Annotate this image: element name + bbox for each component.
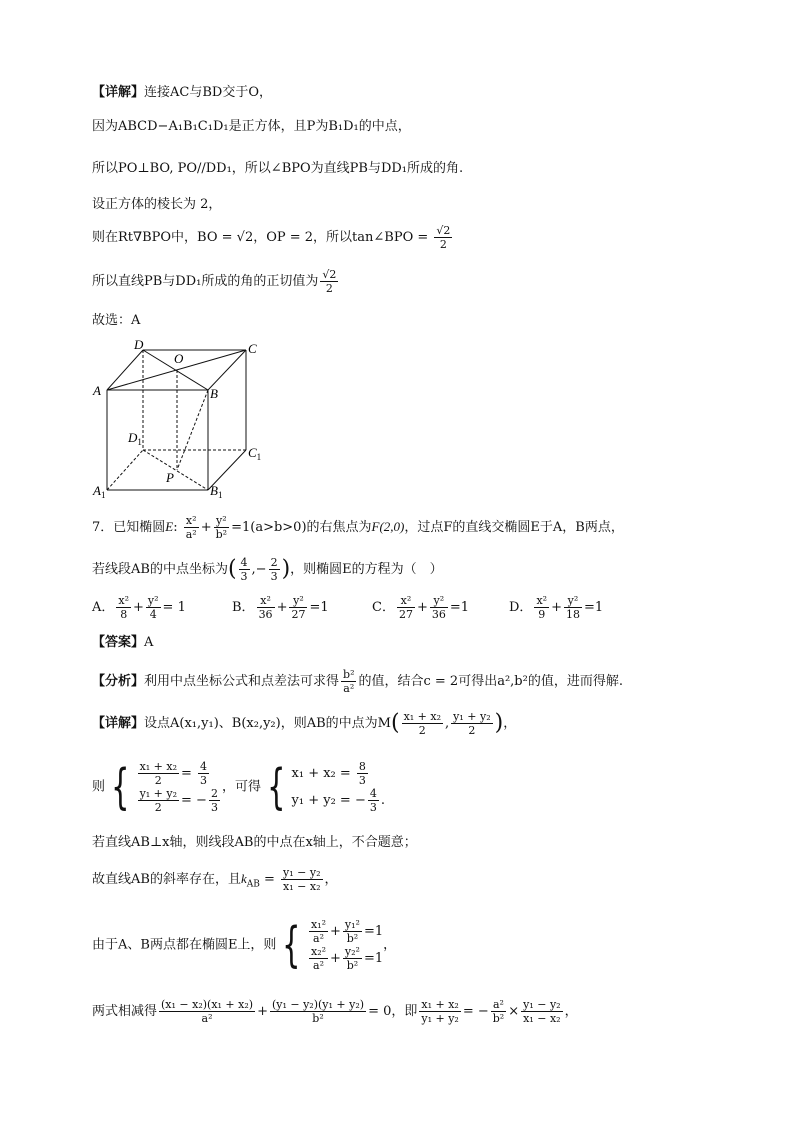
- option-label: D．: [509, 600, 533, 615]
- analysis-frac: $\frac{\text{b²}}{\text{a²}}$: [343, 668, 355, 695]
- detail7-line3: 若直线AB⊥x轴，则线段AB的中点在x轴上，不合题意；: [92, 835, 417, 850]
- option-label: A．: [92, 600, 115, 615]
- opt-frac: $\frac{\text{x²}}{36}$: [258, 594, 273, 621]
- opt-frac: $\frac{\text{x²}}{8}$: [118, 594, 130, 621]
- tan-frac-num: √2: [436, 224, 451, 237]
- mid-y: $\frac{2}{3}$: [270, 556, 278, 583]
- slope-k: k: [240, 871, 247, 886]
- my-frac: $\frac{\text{y₁ + y₂}}{2}$: [453, 710, 491, 737]
- q7-line2: 若线段AB的中点坐标为( $\frac{4}{3}$ ,− $\frac{2}{3}$ )，则椭圆E的方程为（ ）: [92, 556, 443, 583]
- detail7-line4: 故直线AB的斜率存在，且$k_{AB}$ = $\frac{\text{y₁ − y₂}}{\text{x₁ − x₂}}$ ，: [92, 866, 338, 893]
- cube-diagram: [88, 330, 278, 505]
- solution6-line7: 故选：A: [92, 313, 141, 328]
- tan-frac-den: 2: [439, 238, 447, 251]
- answer-value: A: [144, 635, 154, 650]
- q7-line2-pre: 若线段AB的中点坐标为: [92, 562, 228, 577]
- label-D1: $D_1$: [128, 430, 142, 447]
- eq-x-frac: $\frac{\text{x²}}{\text{a²}}$: [185, 514, 197, 541]
- q7-mid1: 的右焦点为: [306, 520, 372, 535]
- analysis-line: [92, 668, 623, 695]
- opt-frac: $\frac{\text{y²}}{18}$: [565, 594, 580, 621]
- analysis-post: 的值，结合c = 2可得出a²,b²的值，进而得解.: [358, 674, 623, 689]
- tangent-value-fraction: [320, 268, 338, 295]
- slope-frac: $\frac{\text{y₁ − y₂}}{\text{x₁ − x₂}}$: [283, 866, 321, 893]
- tan-fraction: [434, 224, 452, 251]
- eq-y-frac: $\frac{\text{y²}}{\text{b²}}$: [215, 514, 228, 541]
- solution6-text1: 连接AC与BD交于O，: [144, 85, 272, 100]
- system-3: $\frac{\text{x₁²}}{\text{a²}}$ + $\frac{\text{y₁²}}{\text{b²}}$ =1 $\frac{\text{x₂²}}{\text{a²}}$ + $\frac{\text{y₂²}}{\text{b²}}$ =1: [310, 918, 384, 972]
- sub-frac2: $\frac{\text{(y₁ − y₂)(y₁ + y₂)}}{\text{b²}}$: [271, 998, 365, 1025]
- analysis-tag: 【分析】: [92, 674, 145, 689]
- opt-frac: $\frac{\text{y²}}{36}$: [431, 594, 446, 621]
- slope-sub: AB: [246, 879, 260, 890]
- can-get: ，可得: [221, 779, 261, 795]
- label-A: A: [93, 383, 101, 398]
- q7-line2-post: ，则椭圆E的方程为（ ）: [290, 562, 443, 577]
- mid-x: $\frac{4}{3}$: [240, 556, 248, 583]
- solution6-line4: 设正方体的棱长为 2，: [92, 197, 222, 212]
- option-D[interactable]: D． $\frac{\text{x²}}{9}$ + $\frac{\text{y²}}{18}$ =1: [509, 594, 604, 621]
- detail7-line2: 则 { $\frac{\text{x₁ + x₂}}{2}$ = $\frac{4}{3}$ $\frac{\text{y₁ + y₂}}{2}$ = − $\frac{2}{3}$ ，可得 { x₁ + x₂ = $\frac{8}{3}$ y₁ + y₂ = − $\frac{4}{3}$ .: [92, 759, 385, 815]
- opt-rhs: =1: [449, 600, 470, 615]
- subtract-mid: = 0，即: [368, 1004, 418, 1019]
- label-P: P: [166, 470, 174, 485]
- solution6-text6: 所以直线PB与DD₁所成的角的正切值为: [92, 274, 319, 289]
- system-1: $\frac{\text{x₁ + x₂}}{2}$ = $\frac{4}{3}$ $\frac{\text{y₁ + y₂}}{2}$ = − $\frac{2}{3}$: [139, 760, 218, 814]
- option-C[interactable]: C． $\frac{\text{x²}}{27}$ + $\frac{\text{y²}}{36}$ =1: [372, 594, 470, 621]
- ratio-frac: $\frac{\text{x₁ + x₂}}{\text{y₁ + y₂}}$: [421, 998, 459, 1025]
- label-D: D: [134, 337, 144, 352]
- option-B[interactable]: B． $\frac{\text{x²}}{36}$ + $\frac{\text{y²}}{27}$ =1: [232, 594, 329, 621]
- option-label: C．: [372, 600, 395, 615]
- solution6-line2: 因为ABCD−A₁B₁C₁D₁是正方体，且P为B₁D₁的中点，: [92, 119, 411, 134]
- subtract-text: 两式相减得: [92, 1004, 158, 1019]
- detail7-line6: 两式相减得 $\frac{\text{(x₁ − x₂)(x₁ + x₂)}}{\text{a²}}$ + $\frac{\text{(y₁ − y₂)(y₁ + y₂)}}{\text{b²}}$ = 0，即 $\frac{\text{x₁ + x₂}}{\text{y₁ + y₂}}$ = − $\frac{\text{a²}}{\text{b²}}$ × $\frac{\text{y₁ − y₂}}{\text{x₁ − x₂}}$ ，: [92, 998, 578, 1025]
- tv-frac-den: 2: [325, 282, 333, 295]
- answer-line: [92, 634, 153, 652]
- analysis-pre: 利用中点坐标公式和点差法可求得: [144, 674, 340, 689]
- opt-frac: $\frac{\text{x²}}{27}$: [398, 594, 413, 621]
- detail7-tag: 【详解】: [92, 716, 145, 731]
- solution6-line3: 所以PO⊥BO, PO//DD₁，所以∠BPO为直线PB与DD₁所成的角.: [92, 161, 464, 176]
- a2b2-frac: $\frac{\text{a²}}{\text{b²}}$: [492, 998, 505, 1025]
- opt-rhs: =1: [309, 600, 329, 615]
- slope-frac2: $\frac{\text{y₁ − y₂}}{\text{x₁ − x₂}}$: [523, 998, 561, 1025]
- label-B1: $B_1$: [210, 483, 223, 500]
- detail7-text1: 设点A(x₁,y₁)、B(x₂,y₂)，则AB的中点为M: [144, 716, 391, 731]
- answer-tag: 【答案】: [92, 635, 145, 650]
- label-O: O: [174, 351, 184, 366]
- label-C1: $C_1$: [248, 445, 262, 462]
- detail-tag: 【详解】: [92, 85, 145, 100]
- opt-frac: $\frac{\text{x²}}{9}$: [536, 594, 548, 621]
- label-B: B: [210, 386, 218, 401]
- eq-sign: = −: [462, 1004, 489, 1019]
- then-word: 则: [92, 779, 106, 795]
- opt-frac: $\frac{\text{y²}}{4}$: [147, 594, 159, 621]
- ellipse-name: E: [165, 519, 174, 534]
- option-A[interactable]: A． $\frac{\text{x²}}{8}$ + $\frac{\text{y²}}{4}$ = 1: [92, 594, 186, 621]
- detail7-line1: 【详解】设点A(x₁,y₁)、B(x₂,y₂)，则AB的中点为M( $\frac{\text{x₁ + x₂}}{2}$ , $\frac{\text{y₁ + y₂}}{2}$ )，: [92, 710, 517, 737]
- solution6-line1: [92, 84, 272, 102]
- q7-number: 7．已知椭圆: [92, 520, 166, 535]
- times-sign: ×: [508, 1004, 520, 1019]
- both-on-ellipse: 由于A、B两点都在椭圆E上，则: [92, 937, 277, 953]
- q7-mid2: ，过点F的直线交椭圆E于A，B两点，: [404, 520, 624, 535]
- solution6-line6: [92, 268, 340, 295]
- label-C: C: [248, 341, 257, 356]
- opt-frac: $\frac{\text{y²}}{27}$: [291, 594, 306, 621]
- option-label: B．: [232, 600, 255, 615]
- slope-text: 故直线AB的斜率存在，且: [92, 872, 241, 887]
- sub-frac1: $\frac{\text{(x₁ − x₂)(x₁ + x₂)}}{\text{a²}}$: [161, 998, 254, 1025]
- detail7-line5: 由于A、B两点都在椭圆E上，则 { $\frac{\text{x₁²}}{\text{a²}}$ + $\frac{\text{y₁²}}{\text{b²}}$ =1 $\frac{\text{x₂²}}{\text{a²}}$ + $\frac{\text{y₂²}}{\text{b²}}$ =1 ，: [92, 917, 397, 973]
- opt-rhs: = 1: [162, 600, 186, 615]
- tv-frac-num: √2: [322, 268, 337, 281]
- q7-line1: 7．已知椭圆E: $\frac{\text{x²}}{\text{a²}}$ + $\frac{\text{y²}}{\text{b²}}$ =1(a>b>0)的右焦点为F(2,0)，过点F的直线交椭圆E于A，B两点，: [92, 514, 624, 541]
- label-A1: $A_1$: [93, 483, 106, 500]
- focus-point: F(2,0): [371, 519, 405, 534]
- solution6-line5: [92, 224, 454, 251]
- system-2: x₁ + x₂ = $\frac{8}{3}$ y₁ + y₂ = − $\frac{4}{3}$ .: [291, 760, 385, 814]
- mx-frac: $\frac{\text{x₁ + x₂}}{2}$: [403, 710, 441, 737]
- solution6-text5: 则在Rt∇BPO中，BO = √2，OP = 2，所以tan∠BPO =: [92, 230, 433, 245]
- opt-rhs: =1: [583, 600, 604, 615]
